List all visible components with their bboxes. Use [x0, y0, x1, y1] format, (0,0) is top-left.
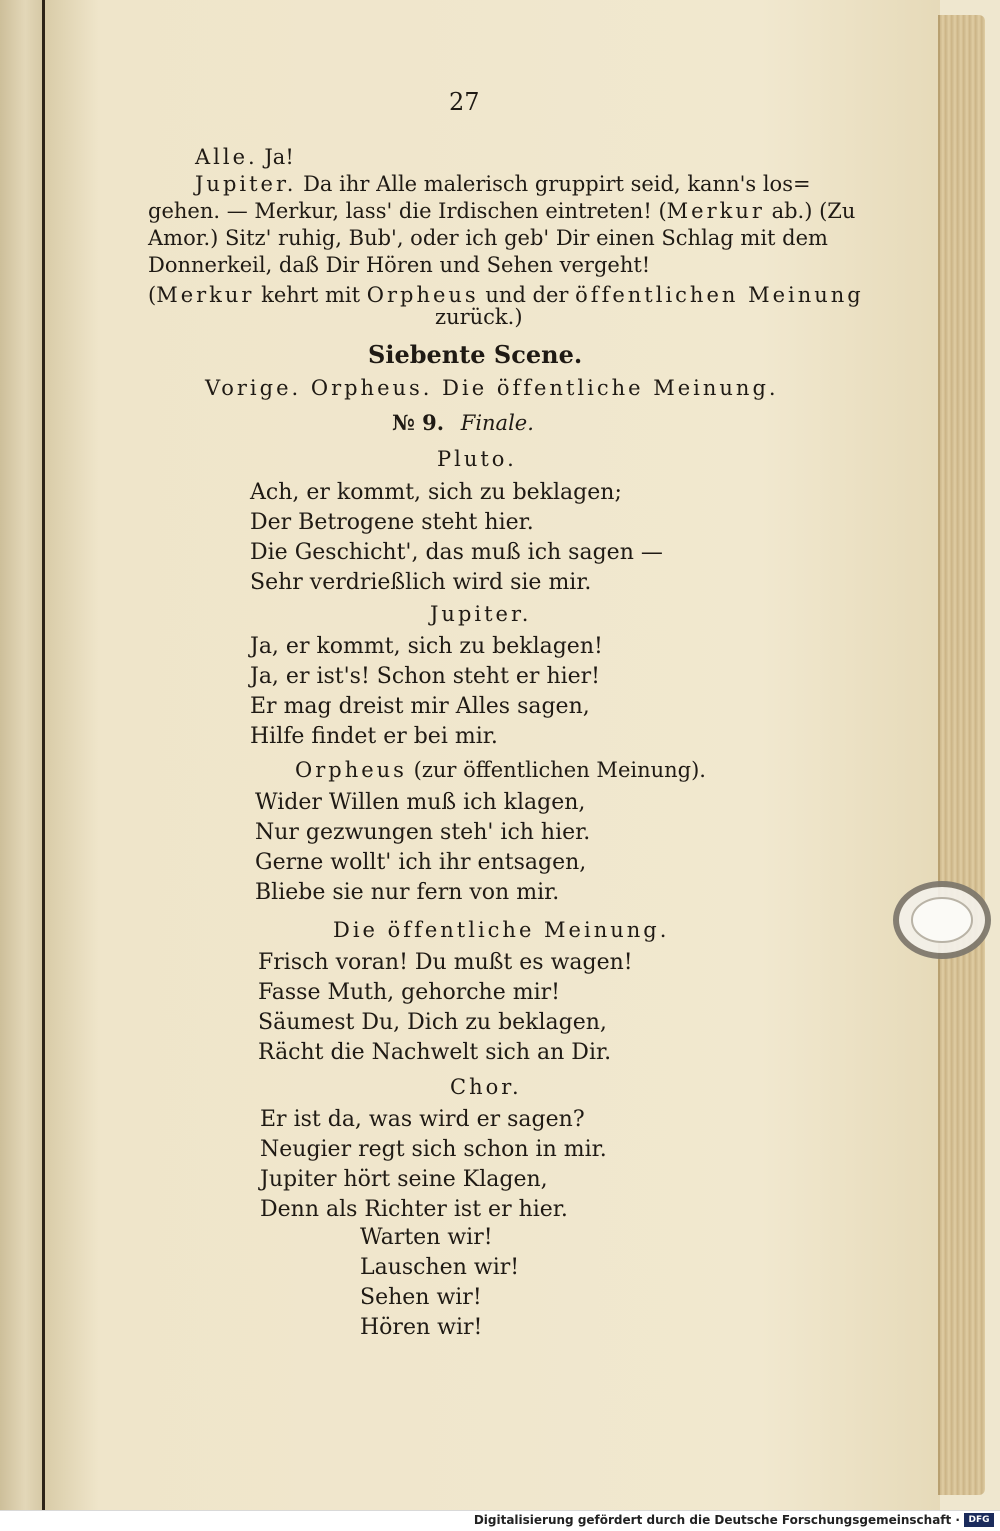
verse-line: Jupiter hört seine Klagen, [260, 1167, 548, 1192]
verse-line: Neugier regt sich schon in mir. [260, 1137, 607, 1162]
stage-orpheus: Orpheus [366, 283, 479, 307]
stage-direction-line1 [148, 283, 864, 307]
magnifier-clip-icon [882, 870, 994, 970]
verse-line: Sehr verdrießlich wird sie mir. [250, 570, 592, 595]
stage-meinung: öffentlichen Meinung [575, 283, 864, 307]
speaker-alle: Alle. [195, 145, 258, 169]
speaker-orpheus-line [295, 758, 706, 782]
stage-merkur: Merkur [156, 283, 255, 307]
jupiter-text-2a: gehen. — Merkur, lass' die Irdischen eintreten! ( [148, 199, 667, 223]
alle-line: Ja! [264, 145, 294, 169]
verse-line: Der Betrogene steht hier. [250, 510, 534, 535]
dialogue-jupiter-line2 [148, 199, 855, 223]
verse-line: Er mag dreist mir Alles sagen, [250, 694, 590, 719]
verse-line: Gerne wollt' ich ihr entsagen, [255, 850, 587, 875]
page-stack-edge [938, 15, 985, 1495]
verse-line: Ja, er ist's! Schon steht er hier! [250, 664, 601, 689]
speaker-orpheus: Orpheus [295, 758, 407, 782]
verse-line: Denn als Richter ist er hier. [260, 1197, 568, 1222]
stage-direction-line2: zurück.) [435, 305, 523, 329]
speaker-pluto: Pluto. [437, 447, 517, 471]
verse-line: Hilfe findet er bei mir. [250, 724, 498, 749]
dfg-logo: DFG [964, 1513, 994, 1527]
verse-line: Bliebe sie nur fern von mir. [255, 880, 560, 905]
chorus-tail-line: Sehen wir! [360, 1285, 482, 1310]
dialogue-jupiter-line1 [195, 172, 811, 196]
verse-line: Wider Willen muß ich klagen, [255, 790, 586, 815]
speaker-jupiter-verse: Jupiter. [430, 602, 532, 626]
verse-line: Fasse Muth, gehorche mir! [258, 980, 560, 1005]
number-label: № 9. [392, 410, 445, 435]
scene-number [392, 410, 534, 435]
verse-line: Frisch voran! Du mußt es wagen! [258, 950, 633, 975]
scene-title: Siebente Scene. [368, 340, 583, 369]
speaker-chor: Chor. [450, 1075, 522, 1099]
verse-line: Ja, er kommt, sich zu beklagen! [250, 634, 603, 659]
jupiter-text-2-name: Merkur [666, 199, 765, 223]
footer-credit: Digitalisierung gefördert durch die Deutsche Forschungsgemeinschaft · [473, 1513, 960, 1527]
page-number: 27 [449, 88, 480, 116]
chorus-tail-line: Warten wir! [360, 1225, 493, 1250]
stage-text-b: kehrt mit [261, 283, 361, 307]
speaker-orpheus-note: (zur öffentlichen Meinung). [413, 758, 706, 782]
jupiter-text-1: Da ihr Alle malerisch gruppirt seid, kann's los= [303, 172, 811, 196]
stage-text-c: und der [485, 283, 569, 307]
verse-line: Nur gezwungen steh' ich hier. [255, 820, 591, 845]
verse-line: Ach, er kommt, sich zu beklagen; [250, 480, 622, 505]
verse-line: Die Geschicht', das muß ich sagen — [250, 540, 663, 565]
dialogue-alle [195, 145, 294, 169]
scene-cast: Vorige. Orpheus. Die öffentliche Meinung. [205, 376, 779, 400]
verse-line: Rächt die Nachwelt sich an Dir. [258, 1040, 612, 1065]
stage-paren: ( [148, 283, 157, 307]
speaker-meinung: Die öffentliche Meinung. [333, 918, 670, 942]
verse-line: Er ist da, was wird er sagen? [260, 1107, 585, 1132]
dialogue-jupiter-line3: Amor.) Sitz' ruhig, Bub', oder ich geb' Dir einen Schlag mit dem [148, 226, 828, 250]
number-title: Finale. [460, 411, 534, 435]
dialogue-jupiter-line4: Donnerkeil, daß Dir Hören und Sehen vergeht! [148, 253, 651, 277]
verse-line: Säumest Du, Dich zu beklagen, [258, 1010, 607, 1035]
chorus-tail-line: Hören wir! [360, 1315, 483, 1340]
speaker-jupiter: Jupiter. [195, 172, 297, 196]
left-page-edge [0, 0, 45, 1510]
chorus-tail-line: Lauschen wir! [360, 1255, 520, 1280]
jupiter-text-2b: ab.) (Zu [771, 199, 856, 223]
